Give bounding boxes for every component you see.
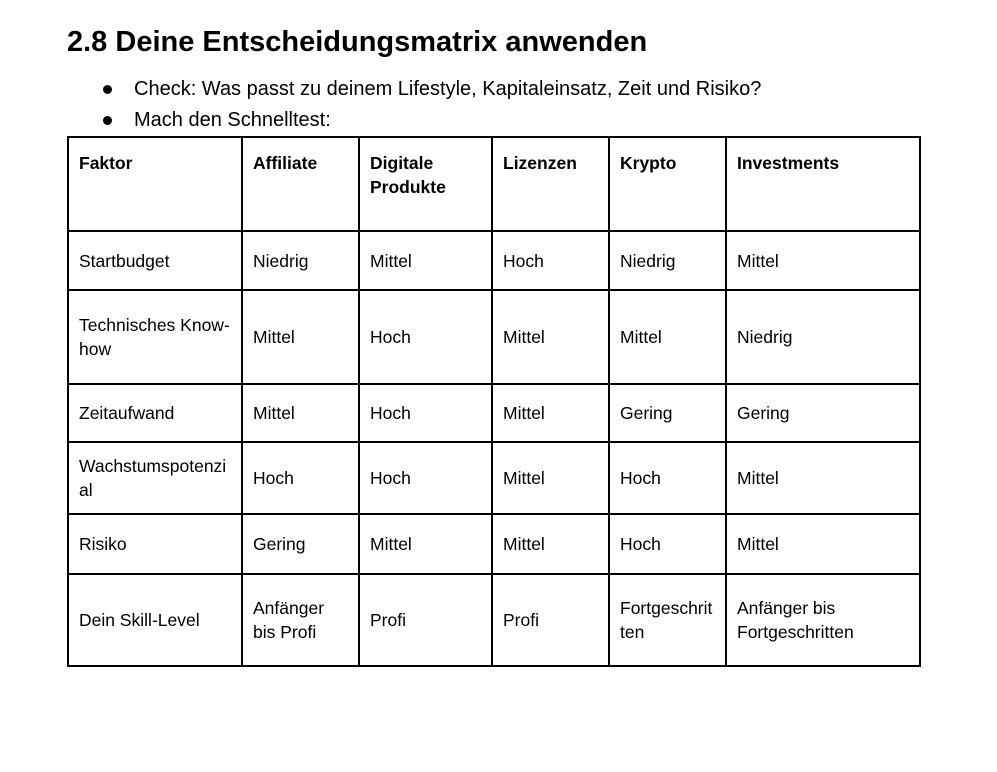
bullet-text: Mach den Schnelltest: bbox=[134, 109, 331, 131]
table-row bbox=[68, 574, 920, 666]
table-cell: Hoch bbox=[359, 442, 492, 514]
table-cell: Hoch bbox=[242, 442, 359, 514]
table-cell: Mittel bbox=[242, 384, 359, 442]
table-row bbox=[68, 231, 920, 290]
table-cell: Profi bbox=[492, 574, 609, 666]
section-heading: 2.8 Deine Entscheidungsmatrix anwenden bbox=[67, 26, 648, 58]
table-cell: Mittel bbox=[359, 231, 492, 290]
table-cell: Gering bbox=[242, 514, 359, 574]
table-cell: Mittel bbox=[492, 514, 609, 574]
table-cell-factor: Dein Skill-Level bbox=[68, 574, 242, 666]
table-cell: Mittel bbox=[609, 290, 726, 384]
table-cell: Mittel bbox=[726, 442, 920, 514]
table-cell: Hoch bbox=[359, 384, 492, 442]
table-header-row bbox=[68, 137, 920, 231]
column-header-lizenzen: Lizenzen bbox=[492, 137, 609, 231]
table-cell: Hoch bbox=[609, 514, 726, 574]
table-row bbox=[68, 290, 920, 384]
table-row bbox=[68, 442, 920, 514]
bullet-list bbox=[98, 74, 761, 136]
table-cell: Hoch bbox=[359, 290, 492, 384]
bullet-dot-icon bbox=[103, 85, 112, 94]
table-cell: Hoch bbox=[492, 231, 609, 290]
bullet-dot-icon bbox=[103, 116, 112, 125]
column-header-investments: Investments bbox=[726, 137, 920, 231]
table-cell: Anfänger bis Fortgeschritten bbox=[726, 574, 920, 666]
table-cell: Mittel bbox=[492, 442, 609, 514]
table-cell: Mittel bbox=[492, 290, 609, 384]
column-header-digitale-produkte: Digitale Produkte bbox=[359, 137, 492, 231]
bullet-text: Check: Was passt zu deinem Lifestyle, Kapitaleinsatz, Zeit und Risiko? bbox=[134, 78, 762, 100]
table-cell: Gering bbox=[726, 384, 920, 442]
table-cell: Niedrig bbox=[242, 231, 359, 290]
table-cell: Mittel bbox=[726, 231, 920, 290]
table-cell-factor: Wachstumspotenzial bbox=[68, 442, 242, 514]
table-cell: Fortgeschritten bbox=[609, 574, 726, 666]
table-cell-factor: Startbudget bbox=[68, 231, 242, 290]
table-cell: Mittel bbox=[242, 290, 359, 384]
table-cell-factor: Technisches Know-how bbox=[68, 290, 242, 384]
table-cell: Niedrig bbox=[726, 290, 920, 384]
column-header-affiliate: Affiliate bbox=[242, 137, 359, 231]
table-cell: Anfänger bis Profi bbox=[242, 574, 359, 666]
table-row bbox=[68, 514, 920, 574]
table-cell: Mittel bbox=[359, 514, 492, 574]
table-row bbox=[68, 384, 920, 442]
table-cell: Gering bbox=[609, 384, 726, 442]
table-cell: Mittel bbox=[492, 384, 609, 442]
table-cell: Hoch bbox=[609, 442, 726, 514]
table-cell: Profi bbox=[359, 574, 492, 666]
table-cell-factor: Risiko bbox=[68, 514, 242, 574]
table-cell: Niedrig bbox=[609, 231, 726, 290]
table-cell: Mittel bbox=[726, 514, 920, 574]
column-header-krypto: Krypto bbox=[609, 137, 726, 231]
decision-matrix-table bbox=[67, 136, 921, 667]
bullet-item bbox=[98, 74, 761, 105]
bullet-item bbox=[98, 105, 761, 136]
table-cell-factor: Zeitaufwand bbox=[68, 384, 242, 442]
column-header-faktor: Faktor bbox=[68, 137, 242, 231]
